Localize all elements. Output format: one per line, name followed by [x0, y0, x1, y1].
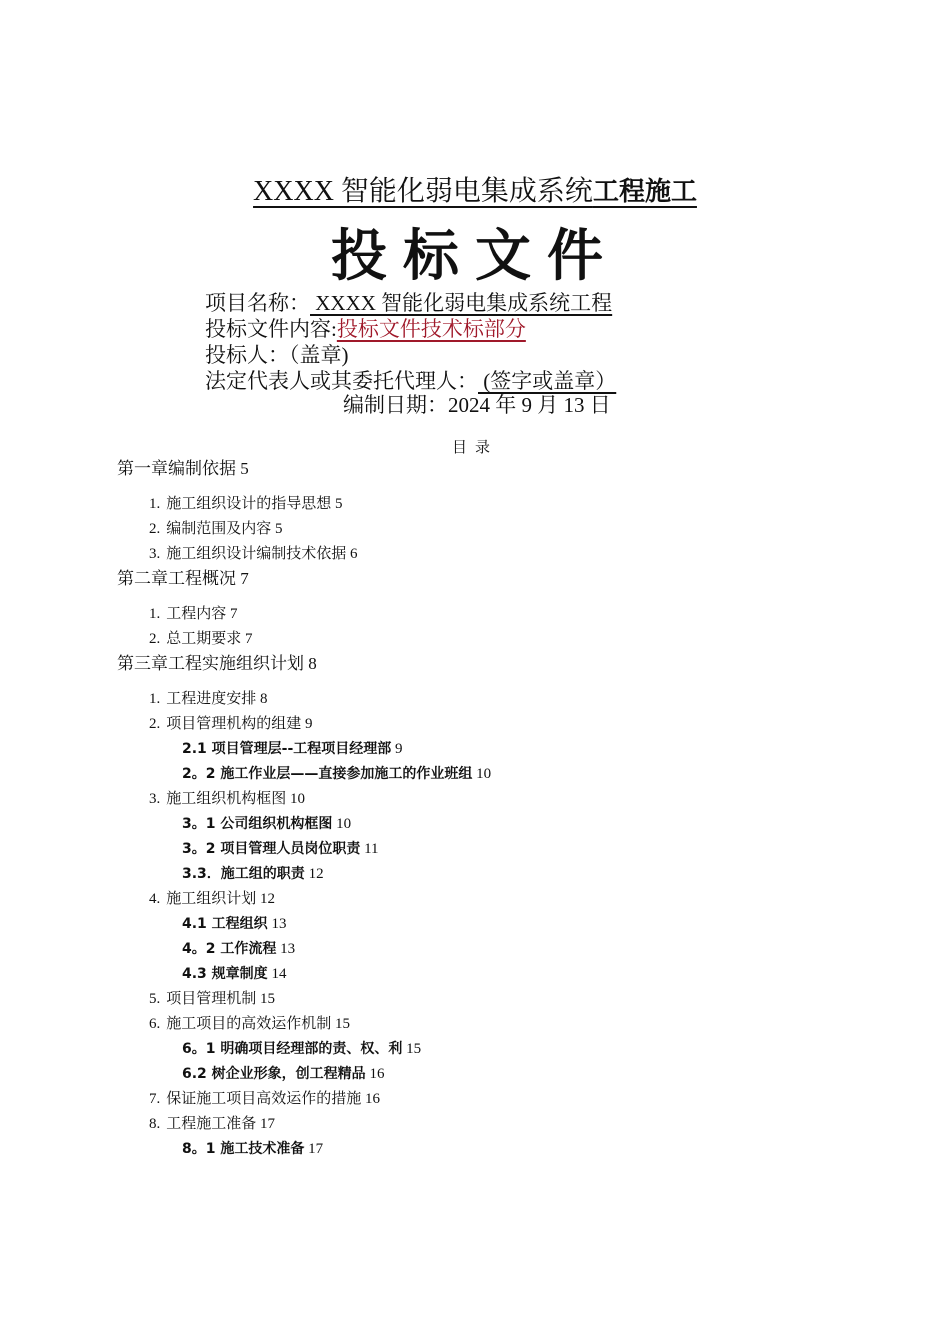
toc-entry-number: 2. [149, 716, 161, 732]
toc-entry-page: 17 [256, 1116, 276, 1132]
toc-entry-level2[interactable] [149, 989, 275, 1009]
toc-entry-page: 10 [286, 791, 306, 807]
toc-entry-title: 4。2 工作流程 [182, 941, 277, 957]
project-title-plain: XXXX 智能化弱电集成系统 [253, 176, 593, 207]
toc-entry-level3[interactable] [182, 864, 324, 884]
toc-entry-title: 4.1 工程组织 [182, 916, 268, 932]
toc-entry-level3[interactable] [182, 839, 379, 859]
toc-entry-title: 8。1 施工技术准备 [182, 1141, 305, 1157]
project-title-bold: 工程施工 [592, 177, 697, 207]
toc-entry-number: 7. [149, 1091, 161, 1107]
toc-entry-page: 9 [391, 741, 403, 757]
toc-entry-page: 7 [236, 569, 249, 588]
toc-entry-page: 10 [332, 816, 352, 832]
toc-entry-page: 8 [256, 691, 268, 707]
toc-entry-page: 16 [365, 1066, 385, 1082]
toc-entry-title: 4.3 规章制度 [182, 966, 268, 982]
toc-entry-page: 12 [304, 866, 324, 882]
toc-entry-number: 6. [149, 1016, 161, 1032]
toc-entry-number: 4. [149, 891, 161, 907]
toc-entry-level2[interactable] [149, 889, 275, 909]
toc-entry-title: 6.2 树企业形象，创工程精品 [182, 1066, 366, 1082]
content-value: 投标文件技术标部分 [336, 317, 526, 341]
toc-entry-title: 2.1 项目管理层--工程项目经理部 [182, 741, 392, 757]
toc-entry-title: 第二章工程概况 [117, 569, 236, 588]
toc-entry-number: 1. [149, 691, 161, 707]
toc-entry-level2[interactable] [149, 714, 313, 734]
toc-entry-level1[interactable] [117, 458, 249, 480]
toc-entry-page: 7 [226, 606, 238, 622]
toc-entry-level3[interactable] [182, 964, 286, 984]
toc-heading: 目录 [451, 440, 498, 456]
representative-value: (签字或盖章） [478, 369, 617, 393]
toc-entry-level3[interactable] [182, 1039, 421, 1059]
project-name-label: 项目名称： [205, 291, 310, 315]
toc-entry-level2[interactable] [149, 1114, 275, 1134]
toc-entry-title: 编制范围及内容 [166, 521, 272, 537]
toc-entry-number: 1. [149, 606, 161, 622]
toc-entry-level3[interactable] [182, 1139, 323, 1159]
toc-entry-page: 5 [271, 521, 283, 537]
toc-entry-level2[interactable] [149, 1089, 380, 1109]
toc-entry-level2[interactable] [149, 494, 343, 514]
toc-entry-page: 8 [304, 654, 317, 673]
toc-entry-title: 项目管理机构的组建 [166, 716, 302, 732]
toc-entry-page: 5 [331, 496, 343, 512]
toc-entry-number: 2. [149, 521, 161, 537]
toc-entry-title: 3.3．施工组的职责 [182, 866, 305, 882]
toc-entry-level3[interactable] [182, 914, 286, 934]
toc-entry-level3[interactable] [182, 1064, 384, 1084]
toc-entry-title: 3。1 公司组织机构框图 [182, 816, 333, 832]
toc-entry-level3[interactable] [182, 739, 403, 759]
toc-entry-number: 2. [149, 631, 161, 647]
toc-entry-title: 项目管理机制 [166, 991, 257, 1007]
toc-entry-number: 3. [149, 791, 161, 807]
toc-entry-title: 施工项目的高效运作机制 [166, 1016, 332, 1032]
compile-date: 编制日期：2024 年 9 月 13 日 [343, 393, 611, 417]
toc-entry-title: 工程施工准备 [166, 1116, 257, 1132]
toc-entry-title: 施工组织机构框图 [166, 791, 287, 807]
toc-entry-title: 3。2 项目管理人员岗位职责 [182, 841, 361, 857]
toc-entry-page: 14 [267, 966, 287, 982]
toc-entry-page: 15 [256, 991, 276, 1007]
toc-entry-title: 第三章工程实施组织计划 [117, 654, 304, 673]
toc-entry-level2[interactable] [149, 629, 253, 649]
toc-entry-title: 施工组织设计编制技术依据 [166, 546, 347, 562]
toc-entry-page: 15 [402, 1041, 422, 1057]
toc-entry-page: 17 [304, 1141, 324, 1157]
toc-entry-page: 9 [301, 716, 313, 732]
toc-entry-number: 5. [149, 991, 161, 1007]
toc-entry-level1[interactable] [117, 653, 317, 675]
main-title: 投标文件 [331, 224, 619, 289]
toc-entry-page: 16 [361, 1091, 381, 1107]
toc-entry-title: 总工期要求 [166, 631, 242, 647]
toc-entry-level3[interactable] [182, 939, 295, 959]
bidder-label: 投标人：（盖章) [205, 343, 349, 367]
toc-entry-page: 6 [346, 546, 358, 562]
toc-entry-level2[interactable] [149, 519, 283, 539]
toc-entry-level3[interactable] [182, 764, 491, 784]
toc-entry-number: 8. [149, 1116, 161, 1132]
toc-entry-title: 6。1 明确项目经理部的责、权、利 [182, 1041, 403, 1057]
toc-entry-title: 施工组织设计的指导思想 [166, 496, 332, 512]
toc-entry-title: 工程进度安排 [166, 691, 257, 707]
toc-entry-page: 15 [331, 1016, 351, 1032]
toc-entry-level2[interactable] [149, 604, 238, 624]
toc-entry-level2[interactable] [149, 1014, 350, 1034]
toc-entry-title: 工程内容 [166, 606, 227, 622]
toc-entry-title: 保证施工项目高效运作的措施 [166, 1091, 362, 1107]
representative-label: 法定代表人或其委托代理人： [205, 369, 478, 393]
content-label: 投标文件内容: [205, 317, 337, 341]
toc-entry-number: 3. [149, 546, 161, 562]
toc-entry-title: 第一章编制依据 [117, 459, 236, 478]
toc-entry-level1[interactable] [117, 568, 249, 590]
toc-entry-level3[interactable] [182, 814, 351, 834]
toc-entry-title: 施工组织计划 [166, 891, 257, 907]
toc-entry-page: 7 [241, 631, 253, 647]
toc-entry-level2[interactable] [149, 544, 358, 564]
project-name-value: XXXX 智能化弱电集成系统工程 [310, 291, 613, 315]
toc-entry-number: 1. [149, 496, 161, 512]
toc-entry-page: 10 [472, 766, 492, 782]
toc-entry-level2[interactable] [149, 689, 268, 709]
toc-entry-page: 5 [236, 459, 249, 478]
toc-entry-page: 13 [276, 941, 296, 957]
toc-entry-level2[interactable] [149, 789, 305, 809]
toc-entry-page: 12 [256, 891, 276, 907]
toc-entry-page: 13 [267, 916, 287, 932]
toc-entry-page: 11 [360, 841, 379, 857]
toc-entry-title: 2。2 施工作业层——直接参加施工的作业班组 [182, 766, 473, 782]
